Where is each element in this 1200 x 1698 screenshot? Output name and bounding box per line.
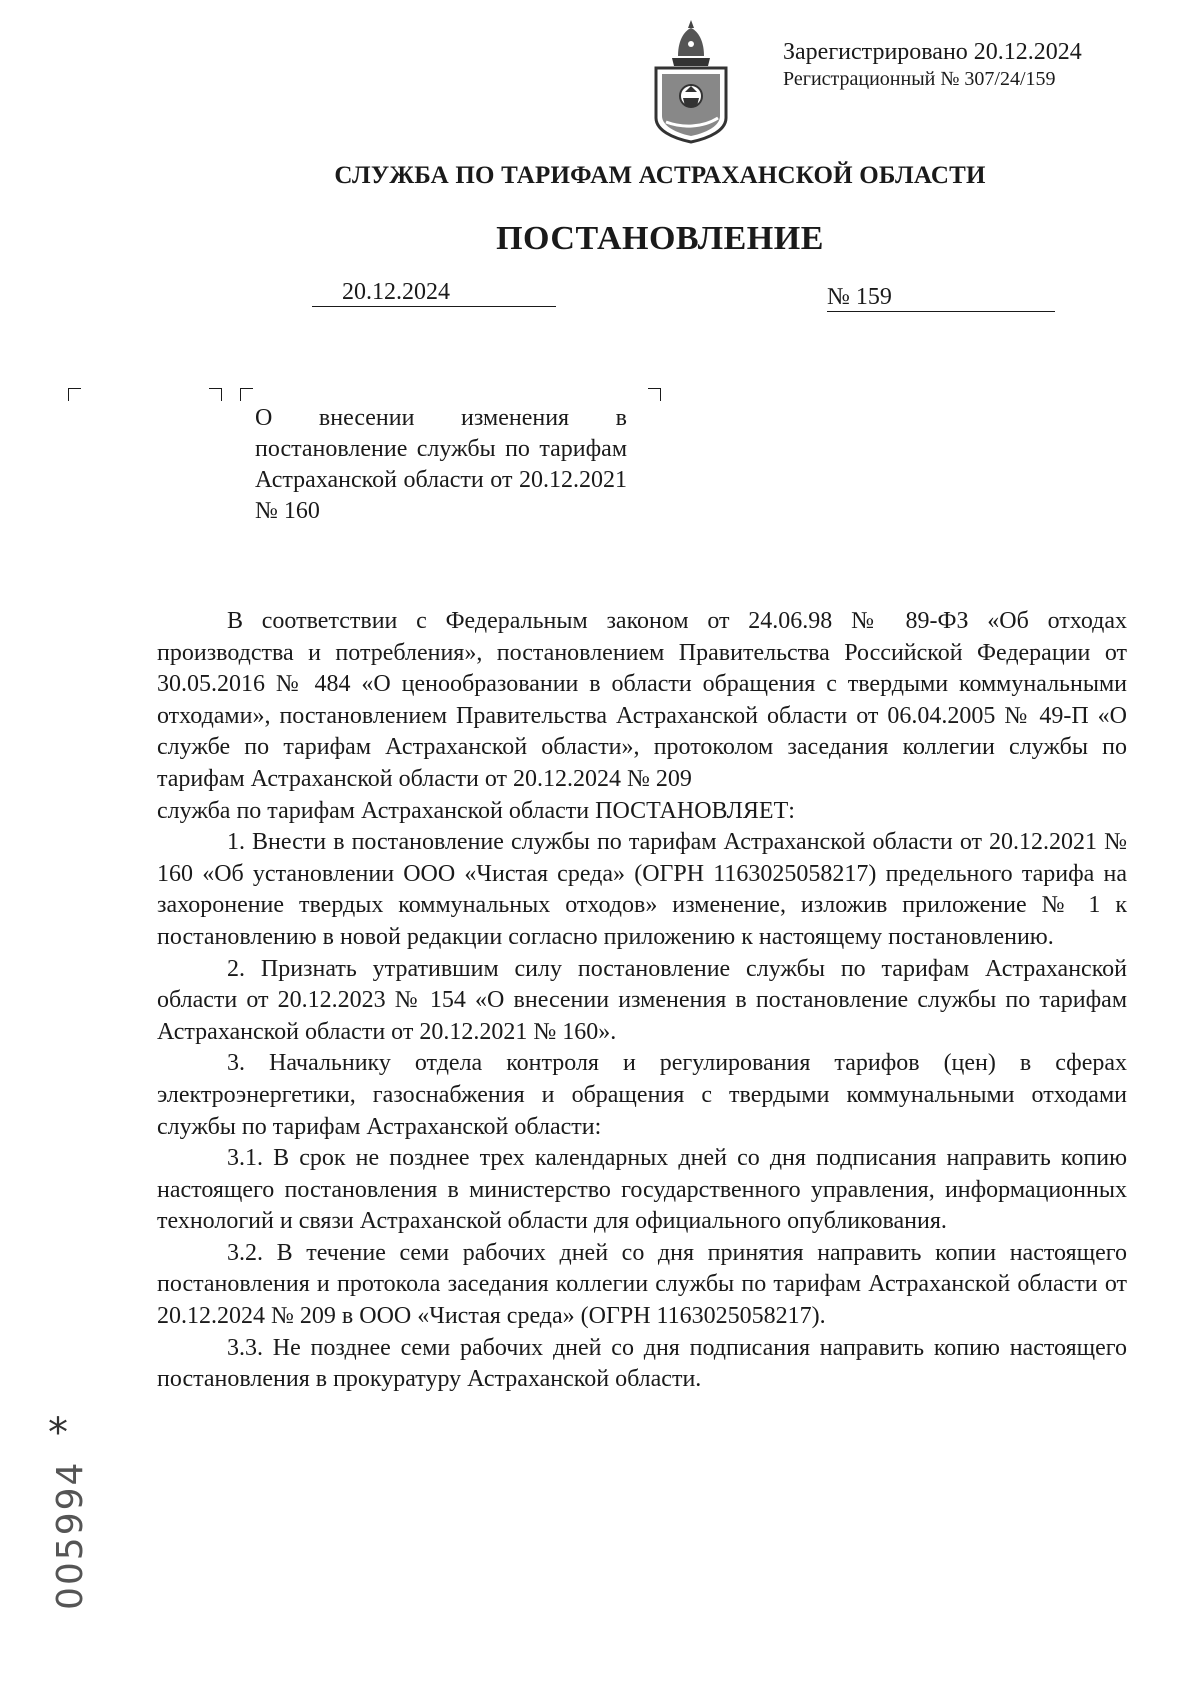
document-type-title: ПОСТАНОВЛЕНИЕ <box>496 220 824 257</box>
document-number: № 159 <box>827 283 1055 312</box>
item-paragraph: 3.2. В течение семи рабочих дней со дня принятия направить копии настоящего постановления и протокола заседания коллегии службы по тарифам Астраханской области от 20.12.2024 № 209 в ООО «Чистая среда» (ОГРН 1163025058217). <box>157 1239 1127 1330</box>
corner-mark <box>648 388 661 401</box>
item-paragraph: 3.3. Не позднее семи рабочих дней со дня подписания направить копию настоящего постановления в прокуратуру Астраханской области. <box>157 1334 1127 1393</box>
archive-star-mark: * <box>48 1410 68 1456</box>
registration-number: Регистрационный № 307/24/159 <box>783 67 1056 90</box>
registration-stamp <box>783 38 1082 91</box>
item-paragraph: 3.1. В срок не позднее трех календарных дней со дня подписания направить копию настоящего постановления в министерство государственного управления, информационных технологий и связи Астраханской области для официального опубликования. <box>157 1145 1127 1235</box>
resolves-line: служба по тарифам Астраханской области ПОСТАНОВЛЯЕТ: <box>157 797 795 824</box>
organization-title: СЛУЖБА ПО ТАРИФАМ АСТРАХАНСКОЙ ОБЛАСТИ <box>334 162 986 189</box>
item-paragraph: 2. Признать утратившим силу постановление службы по тарифам Астраханской области от 20.12.2023 № 154 «О внесении изменения в постановление службы по тарифам Астраханской области от 20.12.2021 № 160». <box>157 955 1127 1045</box>
archive-number <box>44 1420 91 1610</box>
item-paragraph: 3. Начальнику отдела контроля и регулирования тарифов (цен) в сферах электроэнергетики, газоснабжения и обращения с твердыми коммунальными отходами службы по тарифам Астраханской области: <box>157 1050 1127 1140</box>
preamble-paragraph: В соответствии с Федеральным законом от 24.06.98 № 89-ФЗ «Об отходах производства и потребления», постановлением Правительства Российской Федерации от 30.05.2016 № 484 «О ценообразовании в области обращения с твердыми коммунальными отходами», постановлением Правительства Астраханской области от 06.04.2005 № 49-П «О службе по тарифам Астраханской области», протоколом заседания коллегии службы по тарифам Астраханской области от 20.12.2024 № 209 <box>157 608 1127 792</box>
registration-date: Зарегистрировано 20.12.2024 <box>783 39 1082 65</box>
corner-mark <box>68 388 81 401</box>
coat-of-arms-emblem <box>648 18 734 144</box>
document-subject: О внесении изменения в постановление службы по тарифам Астраханской области от 20.12.2021 № 160 <box>255 405 627 524</box>
item-paragraph: 1. Внести в постановление службы по тарифам Астраханской области от 20.12.2021 № 160 «Об установлении ООО «Чистая среда» (ОГРН 1163025058217) предельного тарифа на захоронение твердых коммунальных отходов» изменение, изложив приложение № 1 к постановлению в новой редакции согласно приложению к настоящему постановлению. <box>157 829 1127 950</box>
document-date: 20.12.2024 <box>312 278 556 307</box>
corner-mark <box>240 388 253 401</box>
corner-mark <box>209 388 222 401</box>
document-body <box>157 606 1127 1396</box>
archive-number-text: 005994 <box>50 1460 91 1610</box>
